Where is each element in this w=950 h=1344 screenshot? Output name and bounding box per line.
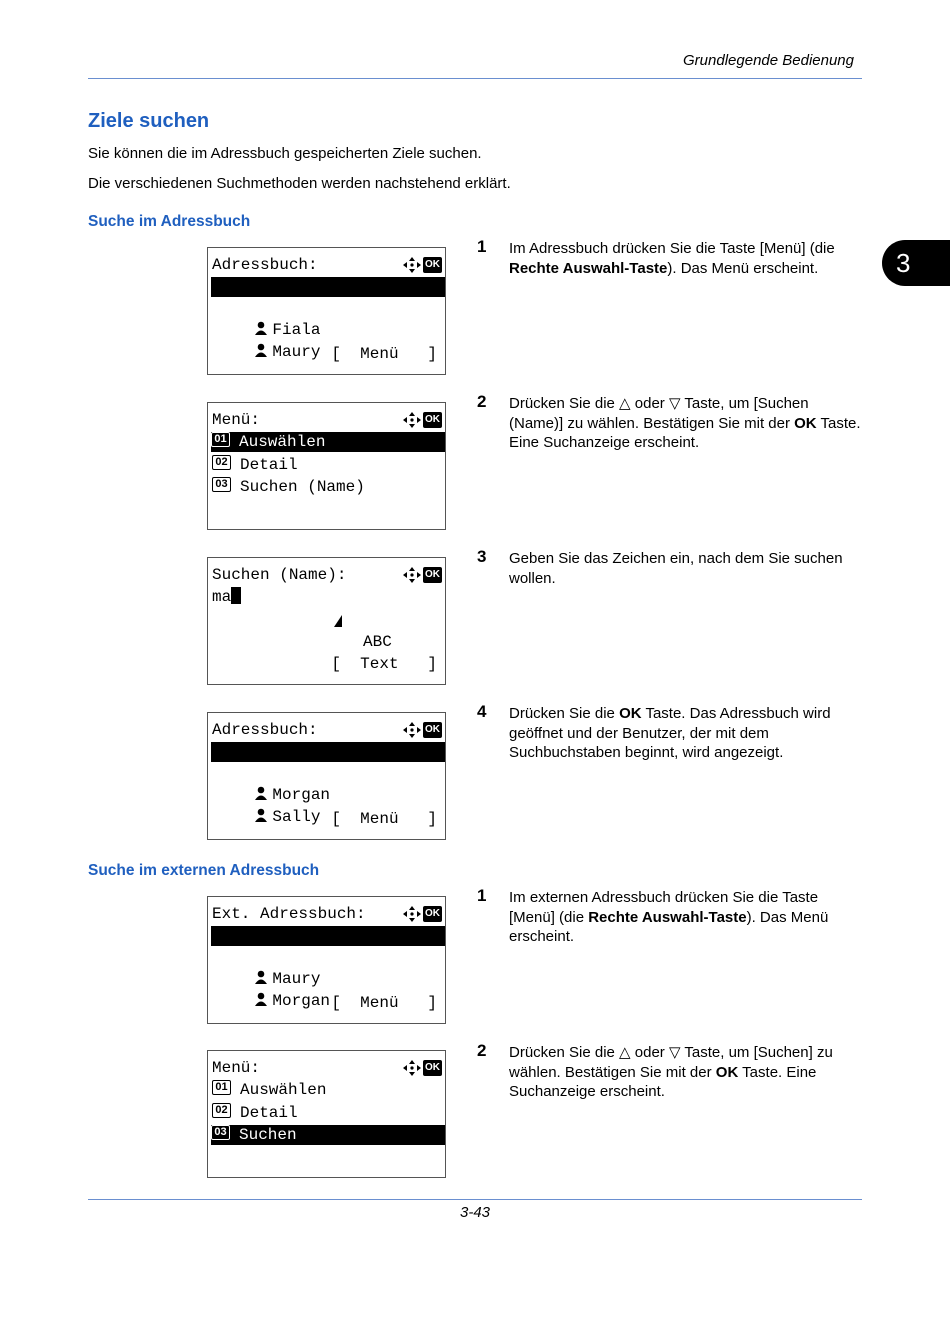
nav-ok-icon: OK (402, 721, 442, 739)
step-3-adressbuch (477, 549, 862, 588)
lcd-screen-ext-menu (207, 1050, 446, 1178)
lcd-title: Menü: (212, 1059, 261, 1077)
number-01-icon: 01 (212, 1080, 231, 1095)
lcd-screen-adressbuch (207, 247, 446, 375)
chapter-tab: 3 (882, 240, 950, 286)
lcd-title: Adressbuch: (212, 256, 318, 274)
list-item-selected[interactable]: Design (211, 277, 445, 297)
signal-icon (333, 614, 343, 628)
softkey-menu[interactable]: [ Menü ] (331, 994, 437, 1012)
page-number: 3-43 (459, 1204, 491, 1221)
menu-item[interactable]: 03 Suchen (Name) (212, 477, 445, 497)
menu-item-selected[interactable]: 01 Auswählen (211, 432, 445, 452)
list-item[interactable]: Morgan (212, 971, 445, 991)
lcd-title: Menü: (212, 411, 261, 429)
number-02-icon: 02 (212, 455, 231, 470)
step-2-ext-adressbuch (477, 1043, 862, 1102)
step-number: 1 (477, 237, 487, 256)
lcd-title: Ext. Adressbuch: (212, 905, 366, 923)
menu-item[interactable]: 02 Detail (212, 1103, 445, 1123)
lcd-screen-menu (207, 402, 446, 530)
nav-ok-icon: OK (402, 256, 442, 274)
running-header: Grundlegende Bedienung (683, 52, 854, 69)
step-text: Im Adressbuch drücken Sie die Taste [Menü] (die Rechte Auswahl-Taste). Das Menü erscheint. (509, 240, 835, 277)
footer-rule (88, 1199, 862, 1200)
number-03-icon: 03 (211, 1125, 230, 1140)
section-title: Ziele suchen (88, 110, 210, 132)
nav-ok-icon: OK (402, 566, 442, 584)
list-item[interactable]: Morgan (212, 765, 445, 785)
menu-item[interactable]: 02 Detail (212, 455, 445, 475)
softkey-menu[interactable]: [ Menü ] (331, 345, 437, 363)
softkey-text[interactable]: [ Text ] (331, 655, 437, 673)
list-item-selected[interactable]: Maury (211, 742, 445, 762)
step-4-adressbuch (477, 704, 862, 763)
list-item-selected[interactable]: Fiala (211, 926, 445, 946)
intro-paragraph-2: Die verschiedenen Suchmethoden werden nachstehend erklärt. (88, 175, 511, 192)
lcd-title: Suchen (Name): (212, 566, 347, 584)
input-mode: ABC (363, 633, 392, 651)
softkey-menu[interactable]: [ Menü ] (331, 810, 437, 828)
step-number: 2 (477, 1041, 487, 1060)
intro-paragraph-1: Sie können die im Adressbuch gespeicherten Ziele suchen. (88, 145, 482, 162)
subsection-title-ext-adressbuch: Suche im externen Adressbuch (88, 862, 320, 879)
menu-item-selected[interactable]: 03 Suchen (211, 1125, 445, 1145)
list-item[interactable]: Maury (212, 322, 445, 342)
list-item[interactable]: Sally (212, 787, 445, 807)
step-number: 4 (477, 702, 487, 721)
nav-ok-icon: OK (402, 905, 442, 923)
number-02-icon: 02 (212, 1103, 231, 1118)
nav-ok-icon: OK (402, 411, 442, 429)
step-number: 1 (477, 886, 487, 905)
lcd-title: Adressbuch: (212, 721, 318, 739)
step-text: Drücken Sie die △ oder ▽ Taste, um [Suchen] zu wählen. Bestätigen Sie mit der OK Taste. Eine Suchanzeige erscheint. (509, 1044, 833, 1100)
lcd-screen-adressbuch-result (207, 712, 446, 840)
step-1-adressbuch (477, 239, 862, 278)
step-text: Drücken Sie die OK Taste. Das Adressbuch wird geöffnet und der Benutzer, der mit dem Suchbuchstaben beginnt, wird angezeigt. (509, 705, 831, 761)
subsection-title-adressbuch: Suche im Adressbuch (88, 213, 251, 230)
search-input[interactable]: ma (212, 587, 445, 607)
header-rule (88, 78, 862, 79)
step-text: Im externen Adressbuch drücken Sie die Taste [Menü] (die Rechte Auswahl-Taste). Das Menü erscheint. (509, 889, 829, 945)
step-number: 2 (477, 392, 487, 411)
step-number: 3 (477, 547, 487, 566)
step-text: Geben Sie das Zeichen ein, nach dem Sie suchen wollen. (509, 550, 843, 587)
menu-item[interactable]: 01 Auswählen (212, 1080, 445, 1100)
number-03-icon: 03 (212, 477, 231, 492)
list-item[interactable]: Fiala (212, 300, 445, 320)
number-01-icon: 01 (211, 432, 230, 447)
step-2-adressbuch (477, 394, 862, 453)
list-item[interactable]: Maury (212, 949, 445, 969)
text-cursor (231, 587, 241, 604)
step-text: Drücken Sie die △ oder ▽ Taste, um [Suchen (Name)] zu wählen. Bestätigen Sie mit der OK Taste. Eine Suchanzeige erscheint. (509, 395, 861, 451)
nav-ok-icon: OK (402, 1059, 442, 1077)
step-1-ext-adressbuch (477, 888, 862, 947)
lcd-screen-ext-adressbuch (207, 896, 446, 1024)
lcd-screen-search-name (207, 557, 446, 685)
